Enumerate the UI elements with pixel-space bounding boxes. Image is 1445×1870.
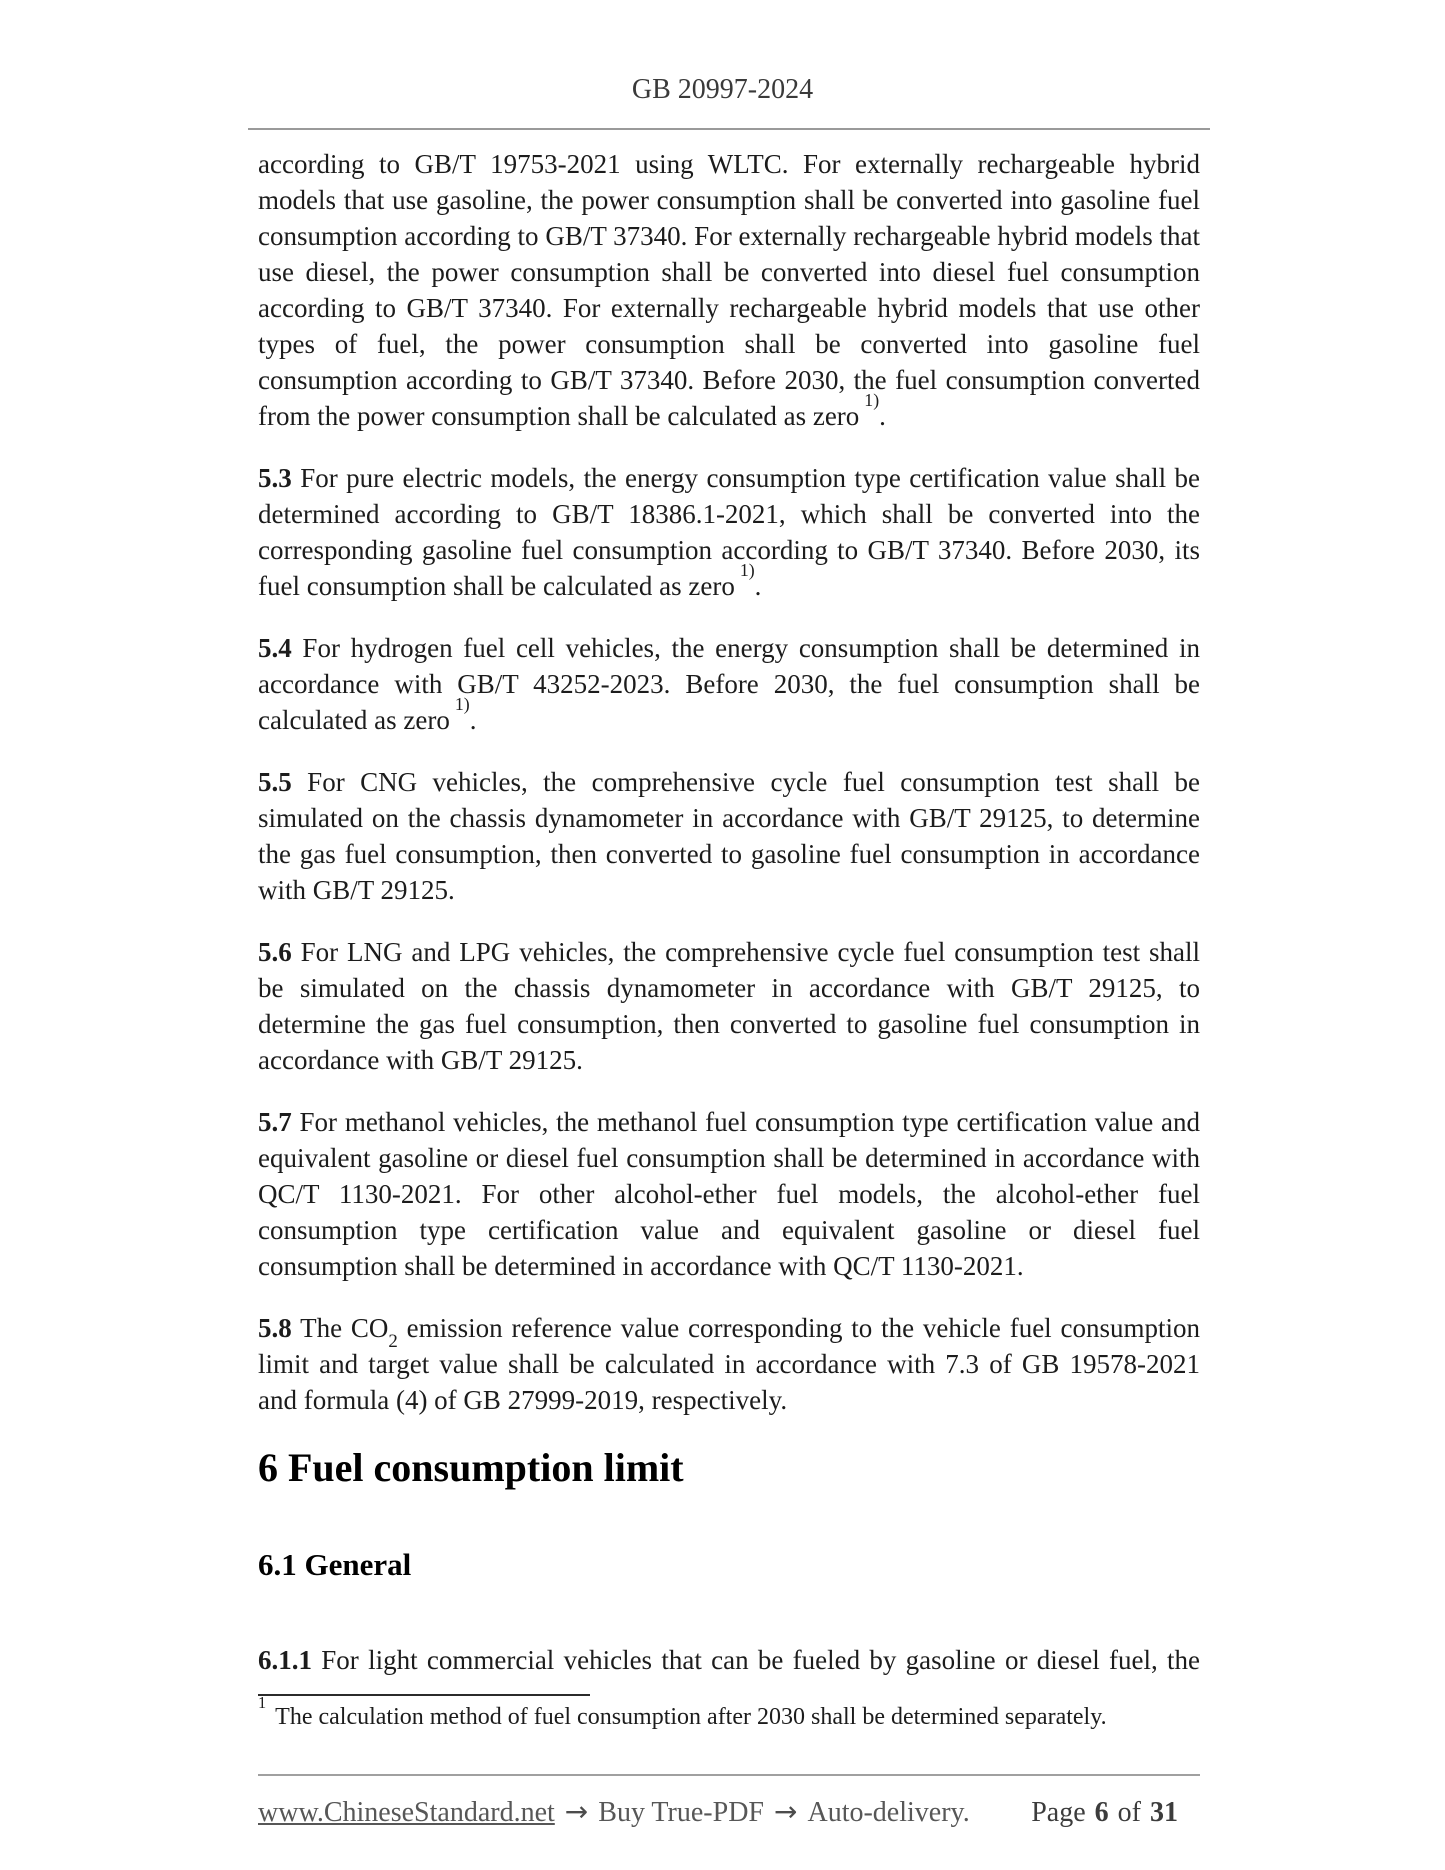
paragraph-text: emission reference value corresponding to the vehicle fuel consumption limit and target value shall be calculated in accordance with 7.3 of GB 19578-2021 and formula (4) of GB 27999-2019, respectively. (258, 1313, 1200, 1415)
footer-rule (258, 1774, 1200, 1776)
footnote-marker: 1 (258, 1692, 267, 1712)
paragraph-5-4 (258, 630, 1200, 738)
paragraph-text: For light commercial vehicles that can be fueled by gasoline or diesel fuel, the (312, 1645, 1200, 1675)
paragraph-continuation (258, 146, 1200, 434)
section-number: 5.4 (258, 633, 292, 663)
page-number-total: 31 (1150, 1797, 1178, 1828)
footnote-ref: 1) (739, 560, 755, 581)
page-indicator (1031, 1795, 1200, 1831)
of-word: of (1117, 1797, 1141, 1828)
section-number: 5.7 (258, 1107, 292, 1137)
right-arrow-icon: → (564, 1795, 589, 1828)
section-number: 6.1.1 (258, 1645, 312, 1675)
page-word: Page (1031, 1797, 1086, 1828)
footnote-separator-rule (258, 1694, 590, 1696)
page-header-title: GB 20997-2024 (631, 74, 814, 105)
paragraph-5-7 (258, 1104, 1200, 1284)
footer-promo (258, 1794, 970, 1831)
footnote-ref: 1) (454, 694, 470, 715)
section-number: 5.5 (258, 767, 292, 797)
footer-delivery-text: Auto-delivery. (807, 1797, 970, 1828)
paragraph-6-1-1 (258, 1642, 1200, 1678)
document-body (258, 146, 1200, 1678)
page-footer (258, 1794, 1200, 1831)
paragraph-text: For hydrogen fuel cell vehicles, the energy consumption shall be determined in accordance with GB/T 43252-2023. Before 2030, the fuel consumption shall be calculated as zero (258, 633, 1200, 735)
paragraph-5-6 (258, 934, 1200, 1078)
paragraph-5-3 (258, 460, 1200, 604)
paragraph-5-8 (258, 1310, 1200, 1418)
paragraph-text: . (469, 705, 477, 735)
paragraph-5-5 (258, 764, 1200, 908)
section-number: 5.8 (258, 1313, 292, 1343)
chapter-heading-6: 6 Fuel consumption limit (258, 1445, 684, 1490)
right-arrow-icon: → (774, 1795, 798, 1828)
paragraph-text: For pure electric models, the energy consumption type certification value shall be determined according to GB/T 18386.1-2021, which shall be converted into the corresponding gasoline fuel consumption according to GB/T 37340. Before 2030, its fuel consumption shall be calculated as zero (258, 463, 1200, 601)
footnote-text: The calculation method of fuel consumption after 2030 shall be determined separately. (275, 1704, 1107, 1730)
paragraph-text: For CNG vehicles, the comprehensive cycle fuel consumption test shall be simulated on the chassis dynamometer in accordance with GB/T 29125, to determine the gas fuel consumption, then converted to gasoline fuel consumption in accordance with GB/T 29125. (258, 767, 1200, 905)
paragraph-text: For LNG and LPG vehicles, the comprehensive cycle fuel consumption test shall be simulated on the chassis dynamometer in accordance with GB/T 29125, to determine the gas fuel consumption, then converted to gasoline fuel consumption in accordance with GB/T 29125. (258, 937, 1200, 1075)
footnote-ref: 1) (864, 390, 880, 411)
page-number-current: 6 (1094, 1797, 1109, 1828)
paragraph-text: according to GB/T 19753-2021 using WLTC. For externally rechargeable hybrid models that use gasoline, the power consumption shall be converted into gasoline fuel consumption according to GB/T 37340. For externally rechargeable hybrid models that use diesel, the power consumption shall be converted into diesel fuel consumption according to GB/T 37340. For externally rechargeable hybrid models that use other types of fuel, the power consumption shall be converted into gasoline fuel consumption according to GB/T 37340. Before 2030, the fuel consumption converted from the power consumption shall be calculated as zero (258, 149, 1200, 431)
paragraph-text: . (879, 401, 886, 431)
section-number: 5.3 (258, 463, 292, 493)
co2-subscript: 2 (388, 1330, 398, 1352)
footnote (258, 1692, 1200, 1732)
section-number: 5.6 (258, 937, 292, 967)
header-rule (248, 128, 1210, 130)
paragraph-text: The CO (291, 1313, 389, 1343)
section-heading-6-1: 6.1 General (258, 1547, 412, 1582)
footer-buy-text: Buy True-PDF (598, 1797, 764, 1828)
paragraph-text: For methanol vehicles, the methanol fuel consumption type certification value and equivalent gasoline or diesel fuel consumption shall be determined in accordance with QC/T 1130-2021. For other alcohol-ether fuel models, the alcohol-ether fuel consumption type certification value and equivalent gasoline or diesel fuel consumption shall be determined in accordance with QC/T 1130-2021. (258, 1107, 1200, 1281)
footer-site-link[interactable]: www.ChineseStandard.net (258, 1797, 555, 1828)
paragraph-text: . (754, 571, 762, 601)
